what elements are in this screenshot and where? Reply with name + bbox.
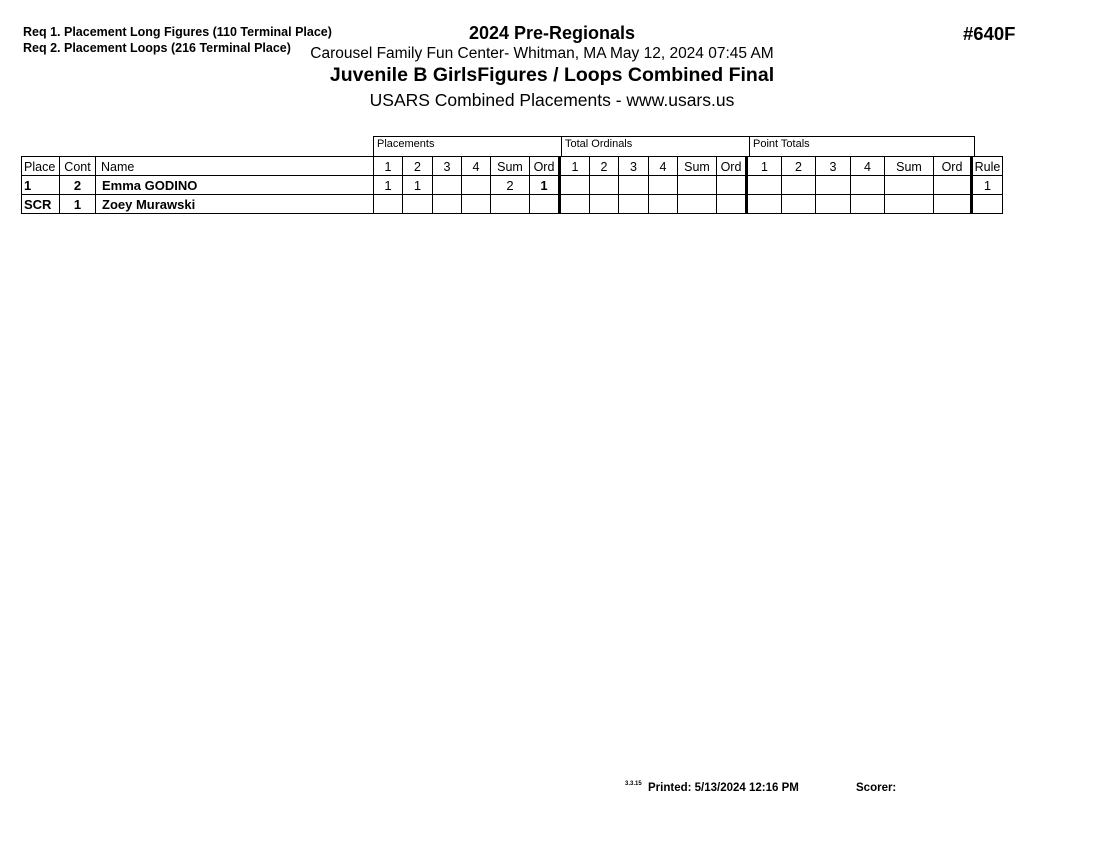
cell-points-3 <box>816 195 851 214</box>
col-header-placements-2: 2 <box>403 157 433 176</box>
col-header-ordinals-1: 1 <box>560 157 590 176</box>
col-header-points-1: 1 <box>747 157 782 176</box>
cell-placements-3 <box>433 176 462 195</box>
cell-placements-4 <box>462 195 491 214</box>
cell-ordinals-4 <box>649 195 678 214</box>
cell-points-4 <box>851 176 885 195</box>
cell-placements-sum: 2 <box>491 176 530 195</box>
cell-ordinals-2 <box>590 176 619 195</box>
cell-points-2 <box>782 195 816 214</box>
cell-name: Emma GODINO <box>96 176 374 195</box>
cell-cont: 2 <box>60 176 96 195</box>
group-header-point-totals: Point Totals <box>749 136 975 156</box>
cell-placements-4 <box>462 176 491 195</box>
cell-ordinals-sum <box>678 195 717 214</box>
cell-ordinals-ord <box>717 176 747 195</box>
cell-points-4 <box>851 195 885 214</box>
cell-placements-ord: 1 <box>530 176 560 195</box>
cell-ordinals-3 <box>619 176 649 195</box>
table-row <box>22 176 1003 195</box>
col-header-cont: Cont <box>60 157 96 176</box>
col-header-place: Place <box>22 157 60 176</box>
cell-rule <box>972 195 1003 214</box>
col-header-placements-3: 3 <box>433 157 462 176</box>
cell-points-1 <box>747 195 782 214</box>
col-header-points-3: 3 <box>816 157 851 176</box>
col-header-ordinals-3: 3 <box>619 157 649 176</box>
column-header-row <box>22 157 1003 176</box>
col-header-ordinals-ord: Ord <box>717 157 747 176</box>
cell-points-3 <box>816 176 851 195</box>
cell-cont: 1 <box>60 195 96 214</box>
results-table <box>21 156 1003 214</box>
col-header-ordinals-2: 2 <box>590 157 619 176</box>
cell-ordinals-4 <box>649 176 678 195</box>
col-header-placements-ord: Ord <box>530 157 560 176</box>
cell-ordinals-1 <box>560 195 590 214</box>
col-header-points-ord: Ord <box>934 157 972 176</box>
group-header-total-ordinals: Total Ordinals <box>561 136 750 156</box>
cell-placements-1: 1 <box>374 176 403 195</box>
col-header-points-sum: Sum <box>885 157 934 176</box>
requirement-1: Req 1. Placement Long Figures (110 Terminal Place) <box>23 25 332 39</box>
col-header-ordinals-4: 4 <box>649 157 678 176</box>
event-location: Carousel Family Fun Center- Whitman, MA May 12, 2024 07:45 AM <box>310 45 774 62</box>
event-number: #640F <box>963 23 1016 44</box>
cell-points-ord <box>934 195 972 214</box>
col-header-points-4: 4 <box>851 157 885 176</box>
cell-ordinals-2 <box>590 195 619 214</box>
col-header-points-2: 2 <box>782 157 816 176</box>
cell-ordinals-ord <box>717 195 747 214</box>
cell-name: Zoey Murawski <box>96 195 374 214</box>
cell-ordinals-3 <box>619 195 649 214</box>
cell-points-sum <box>885 176 934 195</box>
cell-placements-1 <box>374 195 403 214</box>
cell-placements-ord <box>530 195 560 214</box>
group-header-placements: Placements <box>373 136 562 156</box>
scorer-label: Scorer: <box>856 782 897 794</box>
col-header-placements-1: 1 <box>374 157 403 176</box>
cell-place: 1 <box>22 176 60 195</box>
cell-placements-2 <box>403 195 433 214</box>
table-row <box>22 195 1003 214</box>
col-header-placements-4: 4 <box>462 157 491 176</box>
col-header-rule: Rule <box>972 157 1003 176</box>
division-title: Juvenile B GirlsFigures / Loops Combined Final <box>329 64 775 86</box>
cell-placements-3 <box>433 195 462 214</box>
report-subtitle: USARS Combined Placements - www.usars.us <box>369 90 735 110</box>
printed-timestamp: Printed: 5/13/2024 12:16 PM <box>648 782 799 794</box>
requirement-2: Req 2. Placement Loops (216 Terminal Place) <box>23 41 291 55</box>
cell-points-1 <box>747 176 782 195</box>
cell-ordinals-1 <box>560 176 590 195</box>
cell-points-ord <box>934 176 972 195</box>
col-header-placements-sum: Sum <box>491 157 530 176</box>
cell-points-2 <box>782 176 816 195</box>
cell-place: SCR <box>22 195 60 214</box>
cell-rule: 1 <box>972 176 1003 195</box>
col-header-ordinals-sum: Sum <box>678 157 717 176</box>
cell-ordinals-sum <box>678 176 717 195</box>
cell-points-sum <box>885 195 934 214</box>
cell-placements-sum <box>491 195 530 214</box>
cell-placements-2: 1 <box>403 176 433 195</box>
software-version: 3.3.15 <box>625 781 642 787</box>
event-title: 2024 Pre-Regionals <box>468 23 636 43</box>
col-header-name: Name <box>96 157 374 176</box>
